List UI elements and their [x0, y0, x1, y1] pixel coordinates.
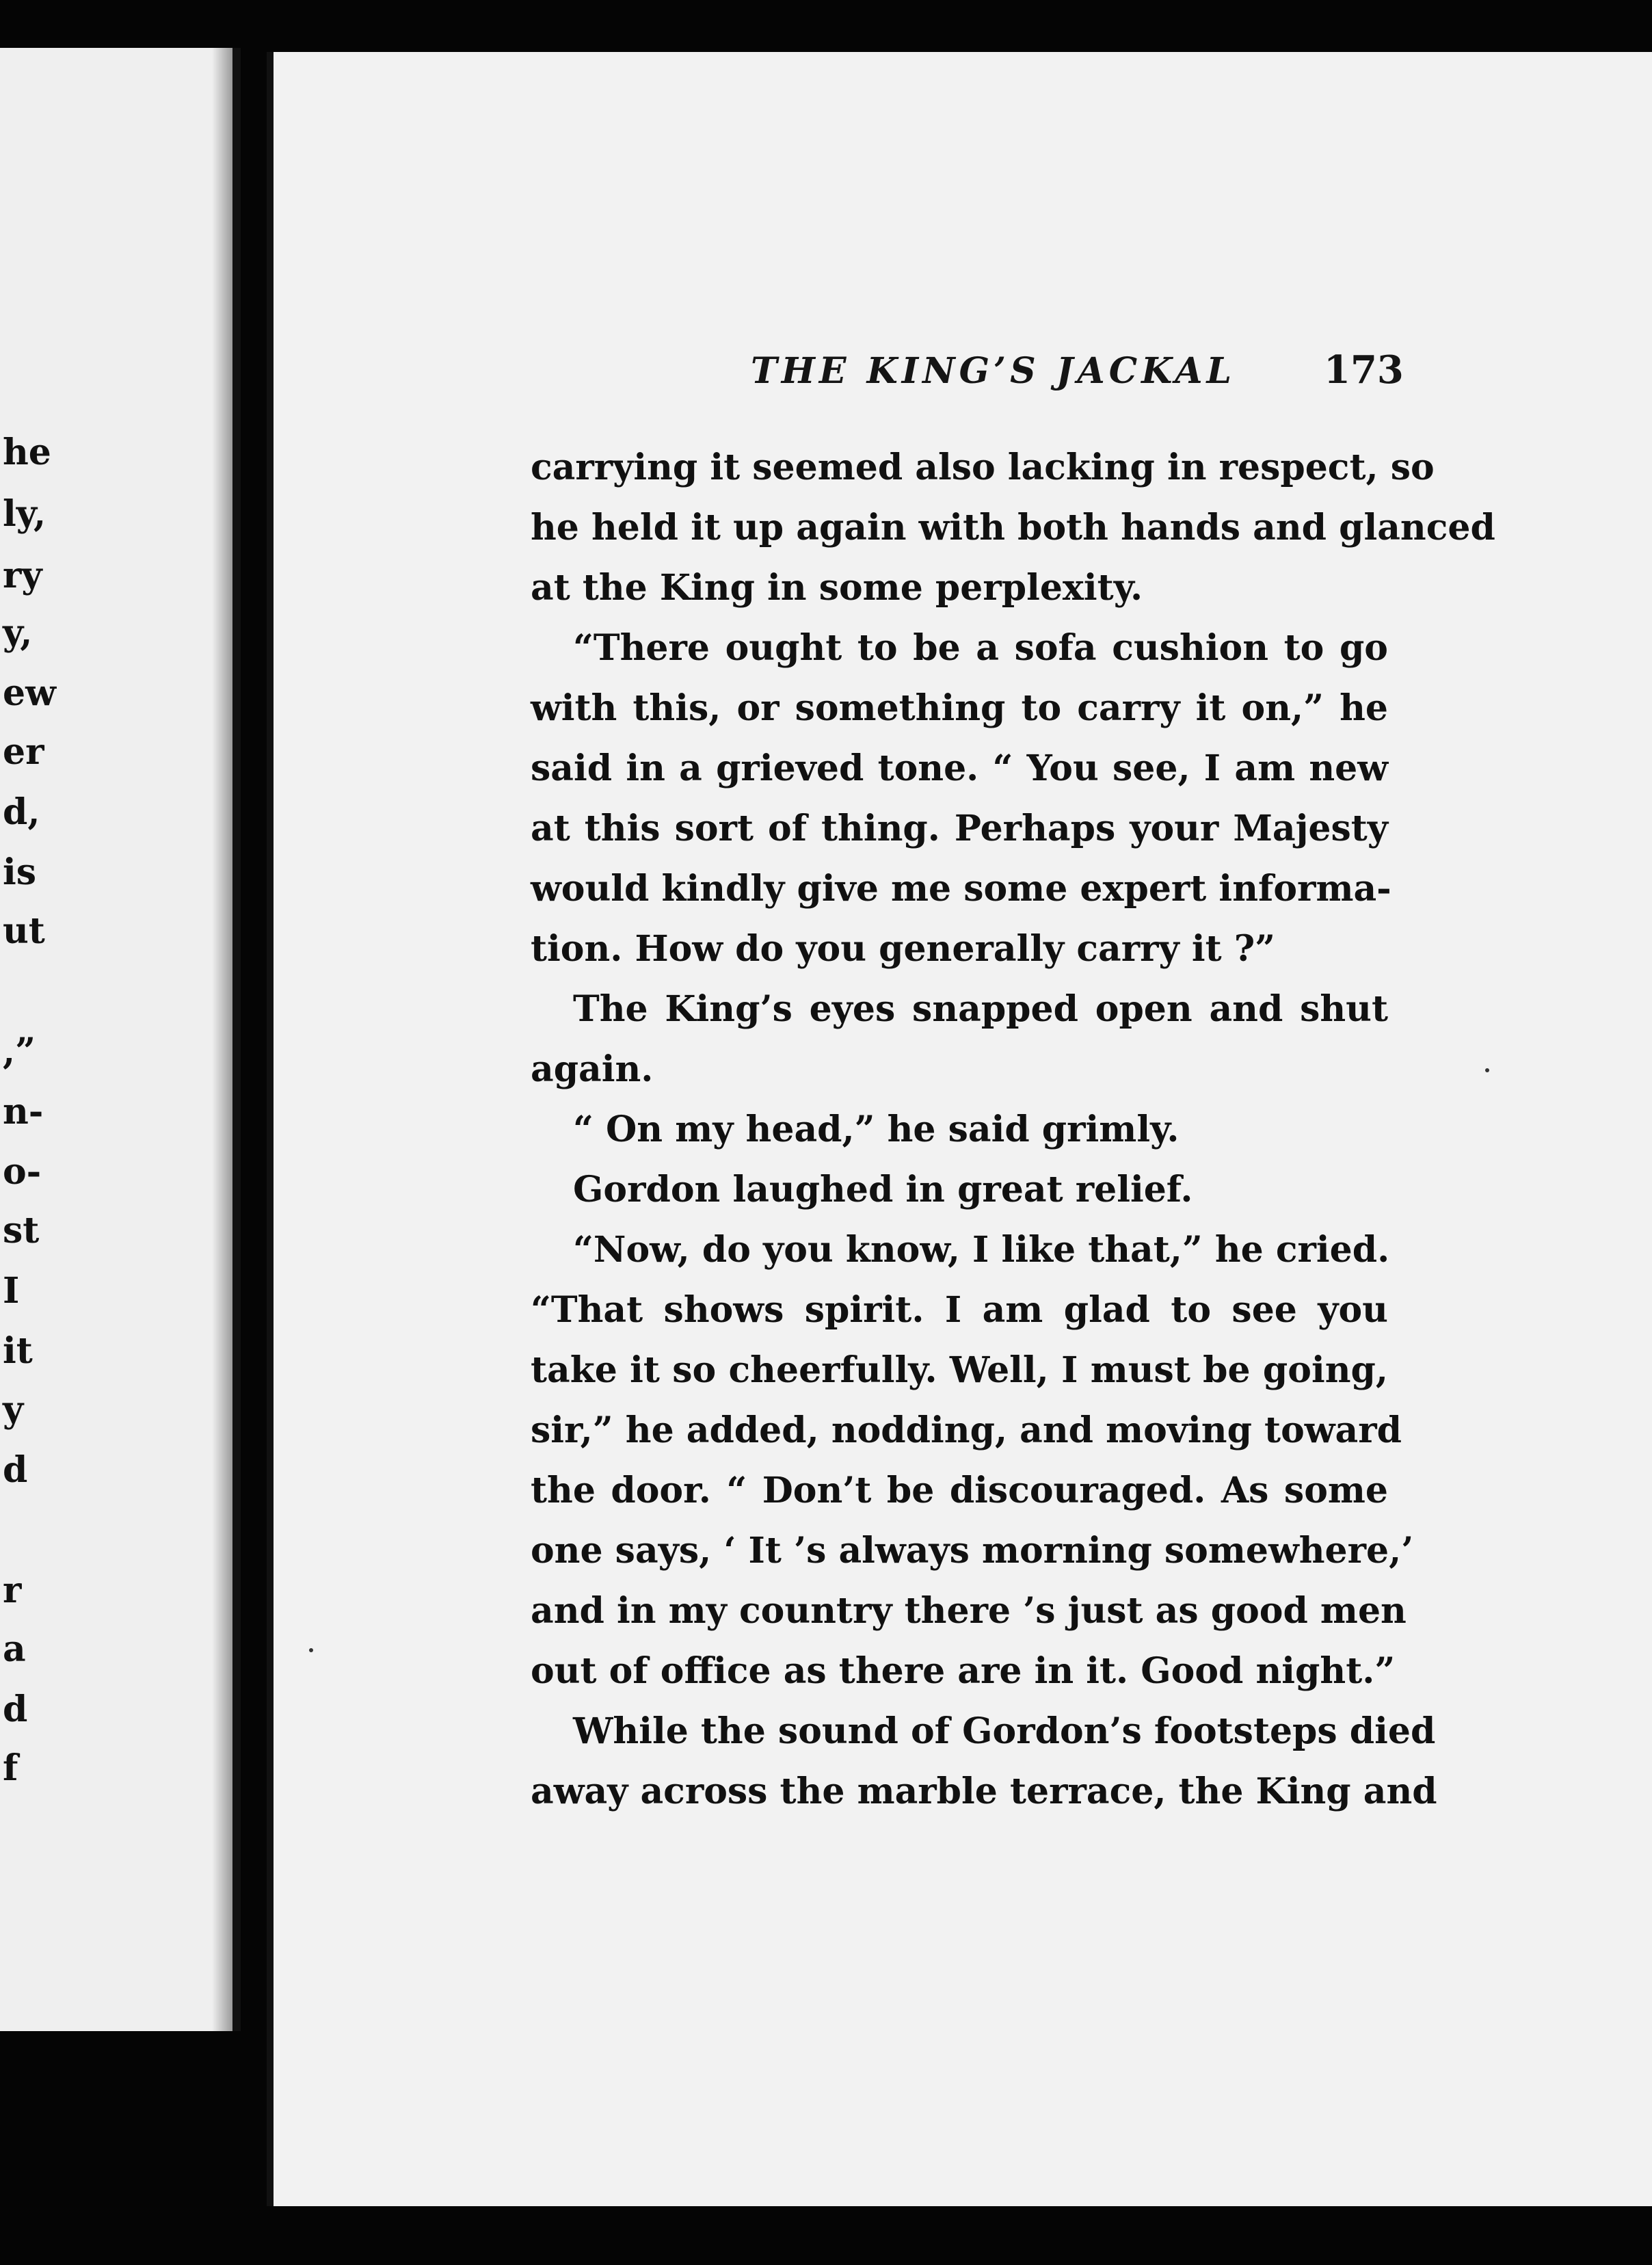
text-line: again.: [531, 1048, 654, 1090]
text-line: The King’s eyes snapped open and shut: [573, 988, 1388, 1030]
text-line: “There ought to be a sofa cushion to go: [573, 627, 1388, 669]
left-page-fragment: ,”: [3, 1031, 36, 1072]
text-line: said in a grieved tone. “ You see, I am new: [531, 747, 1388, 789]
scan-speck: [1485, 1068, 1489, 1072]
text-line: out of office as there are in it. Good night.”: [531, 1650, 1396, 1692]
text-line: with this, or something to carry it on,” he: [531, 687, 1388, 729]
left-page-fragment: f: [3, 1747, 18, 1789]
left-page-fragment: a: [3, 1628, 26, 1670]
text-line: Gordon laughed in great relief.: [573, 1169, 1193, 1210]
text-line: one says, ‘ It ’s always morning somewhere,’: [531, 1530, 1414, 1572]
left-page-fragment: d: [3, 1688, 28, 1730]
left-page-fragment: it: [3, 1330, 33, 1372]
text-line: carrying it seemed also lacking in respect, so: [531, 447, 1435, 488]
left-page-fragment: I: [3, 1270, 20, 1312]
text-line: sir,” he added, nodding, and moving toward: [531, 1409, 1402, 1451]
left-page-fragment: er: [3, 731, 44, 773]
text-line: “That shows spirit. I am glad to see you: [531, 1289, 1388, 1331]
text-line: take it so cheerfully. Well, I must be going,: [531, 1349, 1388, 1391]
left-page-fragment: ly,: [3, 493, 46, 535]
text-line: at the King in some perplexity.: [531, 567, 1143, 609]
page-gutter-shadow: [212, 48, 232, 2031]
left-page-fragment: is: [3, 851, 37, 893]
text-line: and in my country there ’s just as good men: [531, 1590, 1407, 1632]
left-page-fragment: d: [3, 1449, 28, 1491]
text-line: away across the marble terrace, the King and: [531, 1771, 1437, 1812]
left-page-fragment: r: [3, 1569, 22, 1611]
left-page-fragment: ut: [3, 910, 45, 952]
text-line: tion. How do you generally carry it ?”: [531, 928, 1276, 970]
text-line: he held it up again with both hands and glanced: [531, 507, 1495, 548]
scan-speck: [309, 1648, 313, 1652]
text-line: at this sort of thing. Perhaps your Majesty: [531, 808, 1388, 849]
text-line: “ On my head,” he said grimly.: [573, 1109, 1180, 1150]
left-page-fragment: o-: [3, 1151, 42, 1193]
page-number: 173: [1324, 347, 1404, 393]
text-line: would kindly give me some expert informa-: [531, 868, 1391, 910]
left-page-fragment: ew: [3, 672, 56, 714]
left-page-fragment: y,: [3, 612, 33, 654]
left-page-fragment: y: [3, 1389, 24, 1431]
left-page-fragment: d,: [3, 791, 40, 833]
text-line: the door. “ Don’t be discouraged. As some: [531, 1470, 1388, 1511]
running-head: THE KING’S JACKAL: [751, 350, 1236, 392]
text-line: While the sound of Gordon’s footsteps died: [573, 1710, 1436, 1752]
text-line: “Now, do you know, I like that,” he cried.: [573, 1229, 1390, 1271]
left-page-fragment: he: [3, 432, 51, 473]
left-page: [0, 48, 241, 2031]
left-page-fragment: ry: [3, 555, 42, 596]
left-page-fragment: n-: [3, 1091, 44, 1132]
left-page-fragment: st: [3, 1210, 40, 1251]
